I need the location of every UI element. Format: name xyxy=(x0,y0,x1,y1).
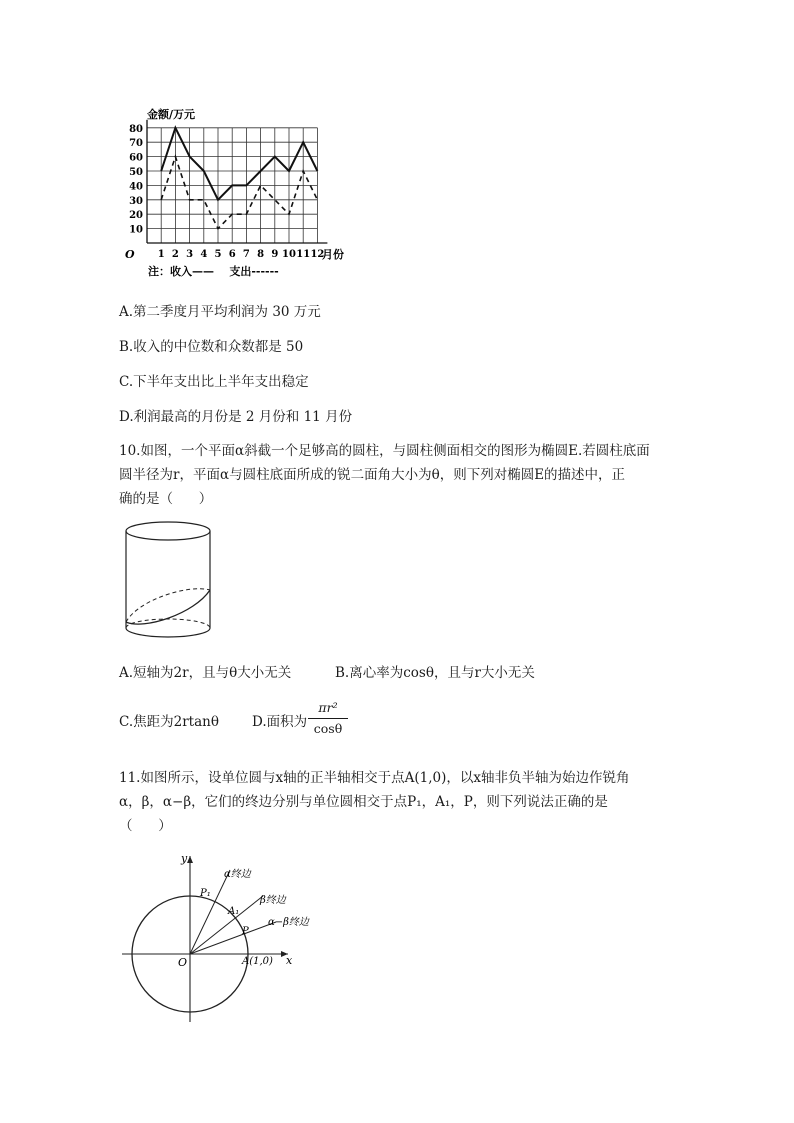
chart-legend-note: 注：收入—— 支出------ xyxy=(148,265,279,278)
chart-axes xyxy=(147,120,327,243)
q10-line-2: 圆半径为r，平面α与圆柱底面所成的锐二面角大小为θ，则下列对椭圆E的描述中，正 xyxy=(119,467,626,483)
beta-terminal-label: β终边 xyxy=(260,895,286,906)
q10-stem xyxy=(119,439,679,511)
q10-option-b: B.离心率为cosθ，且与r大小无关 xyxy=(335,665,535,681)
y-tick-label: 50 xyxy=(129,167,143,178)
q10-option-a: A.短轴为2r，且与θ大小无关 xyxy=(119,665,292,681)
point-p1-label: P₁ xyxy=(200,888,211,899)
q10-option-d-prefix: D.面积为 xyxy=(252,714,308,730)
q9-option-d: D.利润最高的月份是 2 月份和 11 月份 xyxy=(119,409,353,425)
x-tick-label: 2 xyxy=(171,249,179,260)
q9-option-c: C.下半年支出比上半年支出稳定 xyxy=(119,374,309,390)
alpha-terminal-label: α终边 xyxy=(224,869,251,880)
y-tick-label: 30 xyxy=(129,195,143,207)
series-line-income xyxy=(161,128,317,200)
x-tick-label: 1 xyxy=(157,249,165,260)
q9-option-b: B.收入的中位数和众数都是 50 xyxy=(119,339,304,355)
origin-label: O xyxy=(178,956,188,969)
y-tick-label: 10 xyxy=(129,224,143,236)
y-tick-label: 70 xyxy=(129,138,143,150)
q10-option-c: C.焦距为2rtanθ xyxy=(119,714,219,730)
alpha-minus-beta-label: α−β终边 xyxy=(268,917,309,928)
y-tick-label: 60 xyxy=(129,152,143,164)
x-tick-label: 7 xyxy=(242,249,250,260)
x-tick-label: 10 xyxy=(282,249,296,260)
x-tick-label: 5 xyxy=(214,249,222,260)
series-line-expense xyxy=(161,157,317,229)
point-p-label: P xyxy=(242,926,249,937)
y-tick-label: 80 xyxy=(129,123,143,135)
x-tick-label: 11 xyxy=(296,249,311,260)
q10-option-d-fraction xyxy=(308,700,348,737)
x-axis-label: x xyxy=(286,954,293,967)
x-tick-label: 12 xyxy=(310,249,325,260)
q11-stem xyxy=(119,766,689,838)
q10-line-1: 10.如图，一个平面α斜截一个足够高的圆柱，与圆柱侧面相交的图形为椭圆E.若圆柱底面 xyxy=(119,443,650,459)
unit-circle-figure xyxy=(118,850,318,1030)
point-a-label: A(1,0) xyxy=(242,956,273,967)
chart-series xyxy=(161,128,317,229)
q10-option-d xyxy=(252,712,307,732)
chart-y-axis-title: 金额/万元 xyxy=(147,108,196,121)
fraction-bar xyxy=(308,718,348,719)
cylinder-figure xyxy=(118,518,218,646)
x-tick-label: 8 xyxy=(257,249,265,260)
chart-origin-label: O xyxy=(125,248,135,261)
x-tick-label: 3 xyxy=(186,249,194,260)
fraction-denominator: cosθ xyxy=(313,721,343,736)
q11-line-3: （ ） xyxy=(119,818,172,834)
income-expense-chart xyxy=(120,100,360,280)
point-a1-label: A₁ xyxy=(228,906,240,917)
x-tick-label: 9 xyxy=(271,249,279,260)
y-tick-label: 20 xyxy=(129,210,143,222)
y-axis-label: y xyxy=(181,852,188,865)
q9-option-a: A.第二季度月平均利润为 30 万元 xyxy=(119,304,321,320)
x-tick-label: 4 xyxy=(200,249,208,260)
q11-line-2: α，β，α−β，它们的终边分别与单位圆相交于点P₁，A₁，P，则下列说法正确的是 xyxy=(119,794,608,810)
q11-line-1: 11.如图所示，设单位圆与x轴的正半轴相交于点A(1,0)，以x轴非负半轴为始边作锐角 xyxy=(119,770,630,786)
fraction-numerator: πr² xyxy=(318,700,338,715)
q10-line-3: 确的是（ ） xyxy=(119,491,213,507)
x-tick-label: 6 xyxy=(228,249,236,260)
y-tick-label: 40 xyxy=(129,181,143,193)
chart-x-axis-title: 月份 xyxy=(322,248,344,261)
